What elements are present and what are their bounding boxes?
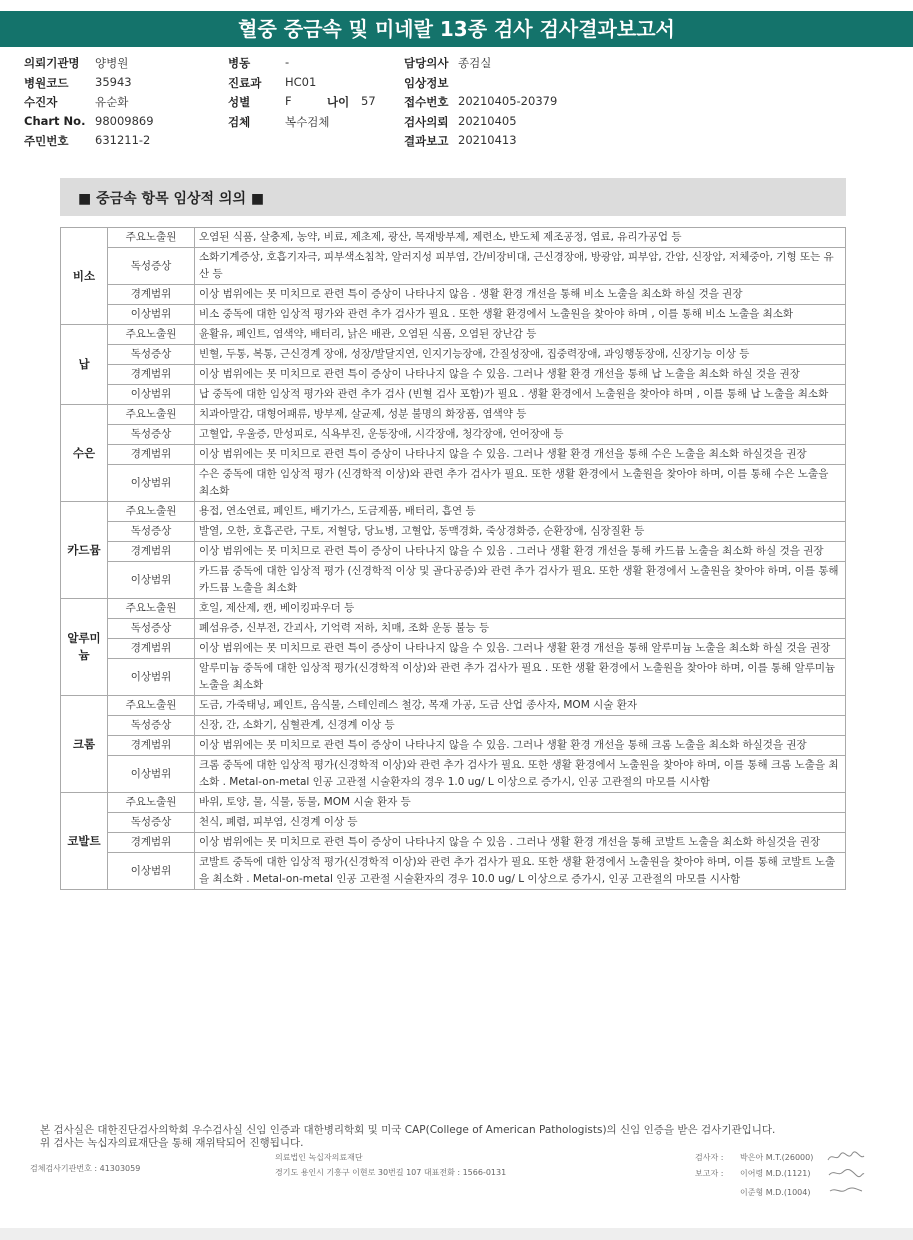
- category-label: 독성증상: [108, 345, 195, 365]
- category-description: 도금, 가죽태닝, 페인트, 음식물, 스테인레스 철강, 목재 가공, 도금 산업 종사자, MOM 시술 환자: [195, 696, 846, 716]
- category-description: 오염된 식품, 살충제, 농약, 비료, 제초제, 광산, 목재방부제, 제련소, 반도체 제조공정, 염료, 유리가공업 등: [195, 228, 846, 248]
- table-row: [61, 445, 846, 465]
- info-label: Chart No.: [24, 113, 86, 128]
- category-label: 이상범위: [108, 853, 195, 890]
- category-description: 천식, 폐렴, 피부염, 신경계 이상 등: [195, 813, 846, 833]
- category-description: 호일, 제산제, 캔, 베이킹파우더 등: [195, 599, 846, 619]
- category-label: 독성증상: [108, 425, 195, 445]
- category-label: 주요노출원: [108, 228, 195, 248]
- category-label: 경계범위: [108, 736, 195, 756]
- category-label: 독성증상: [108, 248, 195, 285]
- category-label: 경계범위: [108, 445, 195, 465]
- info-row: [24, 94, 913, 114]
- category-label: 이상범위: [108, 562, 195, 599]
- category-label: 경계범위: [108, 285, 195, 305]
- category-description: 발열, 오한, 호흡곤란, 구토, 저혈당, 당뇨병, 고혈압, 동맥경화, 죽상경화증, 순환장애, 심장질환 등: [195, 522, 846, 542]
- category-description: 소화기계증상, 호흡기자극, 피부색소침착, 알러지성 피부염, 간/비장비대, 근신경장애, 방광암, 피부암, 간암, 신장암, 저체중아, 기형 또는 유산 등: [195, 248, 846, 285]
- category-description: 폐섬유증, 신부전, 간괴사, 기억력 저하, 치매, 조화 운동 불능 등: [195, 619, 846, 639]
- info-label: 주민번호: [24, 134, 69, 148]
- table-row: [61, 285, 846, 305]
- info-value: 20210405: [458, 113, 517, 128]
- element-name: 카드뮴: [61, 502, 108, 599]
- info-value: 20210405-20379: [458, 94, 558, 108]
- category-description: 이상 범위에는 못 미치므로 관련 특이 증상이 나타나지 않을 수 있음 . 그러나 생활 환경 개선을 통해 코발트 노출을 최소화 하실것을 권장: [195, 833, 846, 853]
- category-label: 이상범위: [108, 659, 195, 696]
- category-description: 이상 범위에는 못 미치므로 관련 특이 증상이 나타나지 않을 수 있음. 그러나 생활 환경 개선을 통해 크롬 노출을 최소화 하실것을 권장: [195, 736, 846, 756]
- table-row: [61, 465, 846, 502]
- category-description: 윤활유, 페인트, 염색약, 배터리, 낡은 배관, 오염된 식품, 오염된 장난감 등: [195, 325, 846, 345]
- category-label: 독성증상: [108, 813, 195, 833]
- category-label: 경계범위: [108, 639, 195, 659]
- table-row: [61, 793, 846, 813]
- table-row: [61, 562, 846, 599]
- table-row: [61, 365, 846, 385]
- category-description: 치과아말감, 대형어패류, 방부제, 살균제, 성분 불명의 화장품, 염색약 등: [195, 405, 846, 425]
- category-label: 주요노출원: [108, 325, 195, 345]
- table-row: [61, 696, 846, 716]
- foundation-name: 의료법인 녹십자의료재단: [275, 1153, 363, 1162]
- reporter-label: 보고자 :: [695, 1169, 724, 1178]
- category-description: 이상 범위에는 못 미치므로 관련 특이 증상이 나타나지 않을 수 있음. 그러나 생활 환경 개선을 통해 수은 노출을 최소화 하실것을 권장: [195, 445, 846, 465]
- table-row: [61, 813, 846, 833]
- element-name: 납: [61, 325, 108, 405]
- table-row: [61, 385, 846, 405]
- category-label: 경계범위: [108, 365, 195, 385]
- checker-label: 검사자 :: [695, 1153, 724, 1162]
- info-value: 복수검체: [285, 114, 330, 129]
- info-value: 종검실: [458, 56, 492, 70]
- category-label: 경계범위: [108, 833, 195, 853]
- table-row: [61, 659, 846, 696]
- table-row: [61, 522, 846, 542]
- category-description: 카드뮴 중독에 대한 임상적 평가 (신경학적 이상 및 골다공증)와 관련 추가 검사가 필요. 또한 생활 환경에서 노출원을 찾아야 하며, 이를 통해 카드뮴 노출을 최소화: [195, 562, 846, 599]
- category-label: 주요노출원: [108, 793, 195, 813]
- element-name: 수은: [61, 405, 108, 502]
- info-value: -: [285, 55, 290, 69]
- checker-signature: [826, 1150, 866, 1167]
- category-label: 주요노출원: [108, 405, 195, 425]
- element-name: 비소: [61, 228, 108, 325]
- info-label: 접수번호: [404, 95, 449, 109]
- info-label: 검체: [228, 114, 251, 129]
- report-title: 혈중 중금속 및 미네랄 13종 검사 검사결과보고서: [238, 17, 675, 41]
- reporter2-name: 이준형 M.D.(1004): [740, 1188, 811, 1197]
- category-description: 신장, 간, 소화기, 심혈관계, 신경계 이상 등: [195, 716, 846, 736]
- table-row: [61, 542, 846, 562]
- info-row: [24, 55, 913, 75]
- info-value: HC01: [285, 74, 317, 89]
- category-label: 이상범위: [108, 465, 195, 502]
- table-row: [61, 599, 846, 619]
- category-label: 이상범위: [108, 305, 195, 325]
- category-label: 이상범위: [108, 385, 195, 405]
- lab-code: 검체검사기관번호 : 41303059: [30, 1164, 141, 1173]
- reporter2-signature: [826, 1184, 866, 1199]
- foundation-address: 경기도 용인시 기흥구 이현로 30번길 107 대표전화 : 1566-0131: [275, 1168, 507, 1177]
- table-row: [61, 853, 846, 890]
- info-value: 양병원: [95, 56, 129, 70]
- table-row: [61, 716, 846, 736]
- info-label: 임상정보: [404, 75, 449, 90]
- category-description: 이상 범위에는 못 미치므로 관련 특이 증상이 나타나지 않을 수 있음. 그러나 생활 환경 개선을 통해 납 노출을 최소화 하실 것을 권장: [195, 365, 846, 385]
- category-description: 코발트 중독에 대한 임상적 평가(신경학적 이상)와 관련 추가 검사가 필요. 또한 생활 환경에서 노출원을 찾아야 하며, 이를 통해 코발트 노출을 최소화 . Metal-on-metal 인공 고관절 시술환자의 경우 10.0 ug/ L 이상으로 증가시, 인공 고관절의 마모를 시사함: [195, 853, 846, 890]
- category-description: 이상 범위에는 못 미치므로 관련 특이 증상이 나타나지 않음 . 생활 환경 개선을 통해 비소 노출을 최소화 하실 것을 권장: [195, 285, 846, 305]
- table-row: [61, 619, 846, 639]
- patient-info: [0, 55, 913, 173]
- category-description: 비소 중독에 대한 임상적 평가와 관련 추가 검사가 필요 . 또한 생활 환경에서 노출원을 찾아야 하며 , 이를 통해 비소 노출을 최소화: [195, 305, 846, 325]
- info-label: 병동: [228, 56, 251, 70]
- info-value: 631211-2: [95, 133, 151, 147]
- info-value: 20210413: [458, 133, 517, 147]
- age-value: 57: [361, 94, 376, 108]
- category-description: 바위, 토양, 물, 식물, 동물, MOM 시술 환자 등: [195, 793, 846, 813]
- table-row: [61, 305, 846, 325]
- section-title: ■ 중금속 항목 임상적 의의 ■: [78, 191, 265, 207]
- reporter-signature: [826, 1166, 866, 1183]
- category-description: 고혈압, 우울증, 만성피로, 식욕부진, 운동장애, 시각장애, 청각장애, 언어장애 등: [195, 425, 846, 445]
- category-label: 주요노출원: [108, 696, 195, 716]
- info-value: 98009869: [95, 113, 154, 128]
- category-description: 이상 범위에는 못 미치므로 관련 특이 증상이 나타나지 않을 수 있음. 그러나 생활 환경 개선을 통해 알루미늄 노출을 최소화 하실 것을 권장: [195, 639, 846, 659]
- category-label: 주요노출원: [108, 599, 195, 619]
- category-description: 크롬 중독에 대한 임상적 평가(신경학적 이상)와 관련 추가 검사가 필요. 또한 생활 환경에서 노출원을 찾아야 하며, 이를 통해 크롬 노출을 최소화 . Metal-on-metal 인공 고관절 시술환자의 경우 1.0 ug/ L 이상으로 증가시, 인공 고관절의 마모를 시사함: [195, 756, 846, 793]
- info-label: 결과보고: [404, 134, 449, 148]
- category-description: 수은 중독에 대한 임상적 평가 (신경학적 이상)와 관련 추가 검사가 필요. 또한 생활 환경에서 노출원을 찾아야 하며, 이를 통해 수은 노출을 최소화: [195, 465, 846, 502]
- table-row: [61, 345, 846, 365]
- element-name: 알루미늄: [61, 599, 108, 696]
- info-row: [24, 75, 913, 95]
- footnote-line-1: 본 검사실은 대한진단검사의학회 우수검사실 신임 인증과 대한병리학회 및 미국 CAP(College of American Pathologists)의 신임 인증을 받은 검사기관입니다.: [40, 1124, 776, 1136]
- clinical-significance-table: [60, 227, 846, 890]
- category-label: 주요노출원: [108, 502, 195, 522]
- info-row: [24, 133, 913, 153]
- info-label: 검사의뢰: [404, 114, 449, 129]
- info-label: 의뢰기관명: [24, 56, 80, 70]
- category-description: 납 중독에 대한 임상적 평가와 관련 추가 검사 (빈혈 검사 포함)가 필요 . 생활 환경에서 노출원을 찾아야 하며 , 이를 통해 납 노출을 최소화: [195, 385, 846, 405]
- info-label: 성별: [228, 95, 251, 109]
- bottom-strip: [0, 1228, 913, 1240]
- table-row: [61, 325, 846, 345]
- category-label: 독성증상: [108, 619, 195, 639]
- footnote: [40, 1124, 890, 1150]
- info-label: 병원코드: [24, 75, 69, 90]
- category-description: 알루미늄 중독에 대한 임상적 평가(신경학적 이상)와 관련 추가 검사가 필요 . 또한 생활 환경에서 노출원을 찾아야 하며, 이를 통해 알루미늄 노출을 최소화: [195, 659, 846, 696]
- age-label: 나이: [327, 95, 350, 109]
- category-label: 경계범위: [108, 542, 195, 562]
- table-row: [61, 833, 846, 853]
- info-value: 유순화: [95, 95, 129, 109]
- table-row: [61, 425, 846, 445]
- info-label: 담당의사: [404, 56, 449, 70]
- checker-name: 박은아 M.T.(26000): [740, 1153, 814, 1162]
- element-name: 코발트: [61, 793, 108, 890]
- category-label: 독성증상: [108, 522, 195, 542]
- table-row: [61, 228, 846, 248]
- category-description: 이상 범위에는 못 미치므로 관련 특이 증상이 나타나지 않을 수 있음 . 그러나 생활 환경 개선을 통해 카드뮴 노출을 최소화 하실 것을 권장: [195, 542, 846, 562]
- table-row: [61, 405, 846, 425]
- table-row: [61, 736, 846, 756]
- element-name: 크롬: [61, 696, 108, 793]
- category-description: 빈혈, 두통, 복통, 근신경계 장애, 성장/발달지연, 인지기능장애, 간질성장애, 집중력장애, 과잉행동장애, 신장기능 이상 등: [195, 345, 846, 365]
- category-label: 이상범위: [108, 756, 195, 793]
- info-value: 35943: [95, 74, 132, 89]
- table-row: [61, 756, 846, 793]
- category-label: 독성증상: [108, 716, 195, 736]
- reporter-name: 이어령 M.D.(1121): [740, 1169, 811, 1178]
- report-title-bar: [0, 11, 913, 47]
- info-value: F: [285, 94, 292, 108]
- table-row: [61, 248, 846, 285]
- category-description: 용접, 연소연료, 페인트, 배기가스, 도금제품, 배터리, 흡연 등: [195, 502, 846, 522]
- table-row: [61, 639, 846, 659]
- footnote-line-2: 위 검사는 녹십자의료재단을 통해 재위탁되어 진행됩니다.: [40, 1137, 304, 1149]
- info-label: 진료과: [228, 75, 262, 90]
- info-label: 수진자: [24, 95, 58, 109]
- info-row: [24, 114, 913, 134]
- table-row: [61, 502, 846, 522]
